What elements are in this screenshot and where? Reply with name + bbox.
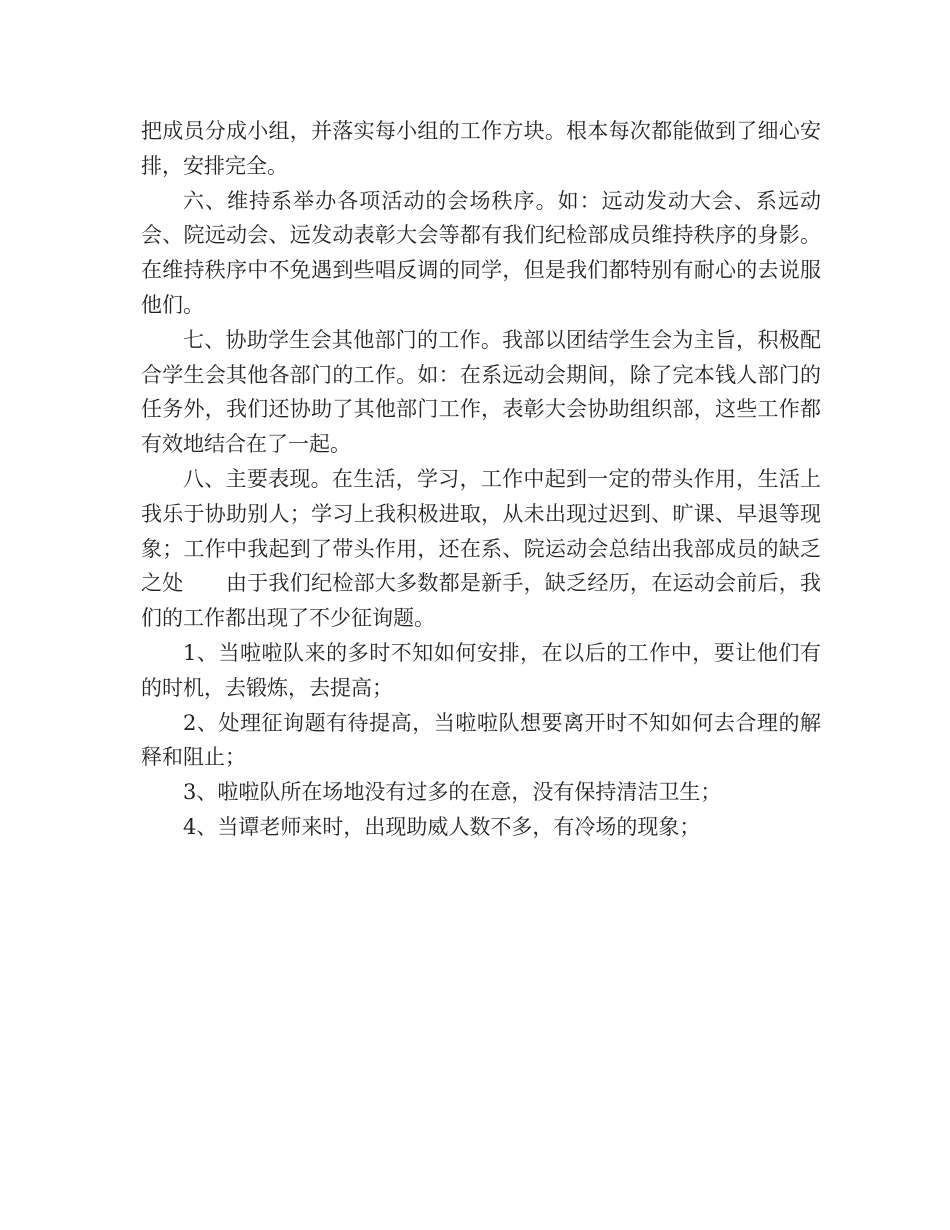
paragraph-section-seven: 七、协助学生会其他部门的工作。我部以团结学生会为主旨，积极配合学生会其他各部门的工作。如：在系远动会期间，除了完本钱人部门的任务外，我们还协助了其他部门工作，表彰大会协助组织部，这些工作都有效地结合在了一起。 [141,327,821,457]
paragraph-continuation: 把成员分成小组，并落实每小组的工作方块。根本每次都能做到了细心安排，安排完全。 [141,119,821,178]
paragraph-section-eight: 八、主要表现。在生活，学习，工作中起到一定的带头作用，生活上我乐于协助别人；学习上我积极进取，从未出现过迟到、旷课、早退等现象；工作中我起到了带头作用，还在系、院运动会总结出我部成员的缺乏之处 由于我们纪检部大多数都是新手，缺乏经历，在运动会前后，我们的工作都出现了不少征询题。 [141,466,821,631]
list-item-1: 1、当啦啦队来的多时不知如何安排，在以后的工作中，要让他们有的时机，去锻炼，去提高； [141,640,821,700]
paragraph-section-six: 六、维持系举办各项活动的会场秩序。如：远动发动大会、系远动会、院远动会、远发动表彰大会等都有我们纪检部成员维持秩序的身影。在维持秩序中不免遇到些唱反调的同学，但是我们都特别有耐心的去说服他们。 [141,188,821,317]
list-item-4: 4、当谭老师来时，出现助威人数不多，有冷场的现象； [183,814,701,839]
list-item-3: 3、啦啦队所在场地没有过多的在意，没有保持清洁卫生； [183,780,722,805]
document-body [141,114,821,845]
list-item-2: 2、处理征询题有待提高，当啦啦队想要离开时不知如何去合理的解释和阻止； [141,710,821,770]
